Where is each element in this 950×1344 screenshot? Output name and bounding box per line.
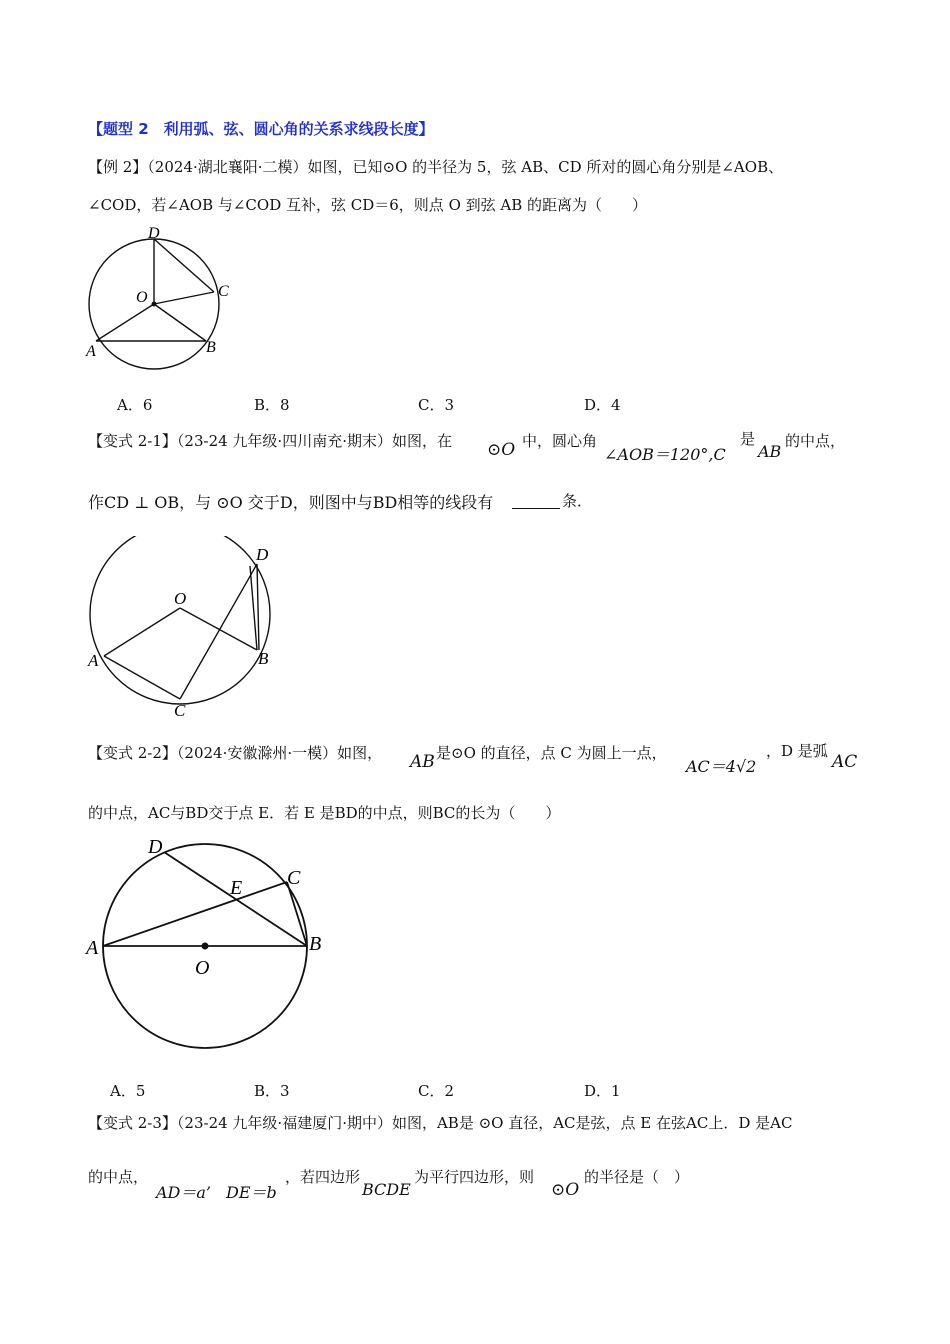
variant23-seg3: 为平行四边形，则: [414, 1168, 535, 1186]
variant21-figure: [82, 536, 282, 721]
section-title: 【题型 2 利用弧、弦、圆心角的关系求线段长度】: [88, 120, 434, 138]
label-C: C: [174, 701, 186, 720]
variant22-ac-eq: AC＝4√2: [686, 757, 757, 776]
variant22-seg3: ，D 是弧: [766, 742, 828, 760]
label-O: O: [136, 289, 148, 306]
label-C: C: [287, 867, 301, 889]
variant21-seg3: 的中点，: [785, 432, 846, 450]
variant21-line2b: 条．: [562, 492, 593, 510]
variant22-ab: AB: [410, 752, 435, 772]
example2-choice-a: A．6: [117, 396, 153, 414]
label-C: C: [218, 283, 229, 300]
label-B: B: [206, 339, 216, 356]
label-D: D: [148, 225, 160, 242]
label-B: B: [258, 649, 269, 668]
variant23-ad-a: AD＝a’: [156, 1183, 212, 1202]
variant21-line2a: 作CD ⊥ OB，与 ⊙O 交于D，则图中与BD相等的线段有: [88, 493, 494, 512]
variant21-seg1: 【变式 2-1】（23-24 九年级·四川南充·期末）如图，在: [88, 432, 452, 450]
variant22-line2: 的中点，AC与BD交于点 E．若 E 是BD的中点，则BC的长为（ ）: [88, 804, 561, 822]
example2-choice-d: D．4: [584, 396, 621, 414]
variant22-ac: AC: [832, 752, 858, 772]
variant21-circle-o: ⊙O: [487, 440, 516, 460]
variant23-seg4: 的半径是（ ）: [584, 1168, 690, 1186]
label-E: E: [230, 877, 243, 899]
label-O: O: [174, 589, 187, 608]
variant23-seg1: 的中点，: [88, 1168, 149, 1186]
variant22-seg1: 【变式 2-2】（2024·安徽滁州·一模）如图，: [88, 744, 383, 762]
label-A: A: [86, 937, 99, 959]
label-O: O: [195, 957, 210, 979]
variant21-seg2: 中，圆心角: [522, 432, 598, 450]
variant21-arc-ab: AB: [758, 442, 782, 461]
example2-line1: 【例 2】（2024·湖北襄阳·二模）如图，已知⊙O 的半径为 5，弦 AB、CD 所对的圆心角分别是∠AOB、: [88, 158, 784, 176]
label-A: A: [88, 651, 99, 670]
answer-blank: [512, 508, 560, 509]
variant22-choice-d: D．1: [584, 1082, 621, 1100]
variant22-choice-b: B．3: [254, 1082, 290, 1100]
variant21-angle: ∠AOB＝120°,C: [604, 445, 726, 464]
example2-choice-b: B．8: [254, 396, 290, 414]
variant22-figure: [82, 832, 342, 1064]
variant21-shi: 是: [740, 430, 756, 448]
label-A: A: [86, 343, 96, 360]
label-D: D: [256, 545, 269, 564]
variant22-choice-a: A．5: [110, 1082, 146, 1100]
label-D: D: [148, 836, 163, 858]
variant23-seg2: ，若四边形: [285, 1168, 361, 1186]
variant22-seg2: 是⊙O 的直径，点 C 为圆上一点，: [436, 744, 667, 762]
variant23-circle-o: ⊙O: [551, 1180, 580, 1200]
variant23-de-b: DE＝b: [226, 1183, 277, 1202]
example2-choice-c: C．3: [418, 396, 455, 414]
example2-line2: ∠COD，若∠AOB 与∠COD 互补，弦 CD＝6，则点 O 到弦 AB 的距离为（ ）: [88, 196, 648, 214]
variant23-line1: 【变式 2-3】（23-24 九年级·福建厦门·期中）如图，AB是 ⊙O 直径，AC是弦，点 E 在弦AC上．D 是AC: [88, 1114, 793, 1132]
example2-figure: [80, 220, 240, 380]
variant23-bcde: BCDE: [362, 1180, 411, 1199]
label-B: B: [309, 933, 322, 955]
variant22-choice-c: C．2: [418, 1082, 455, 1100]
